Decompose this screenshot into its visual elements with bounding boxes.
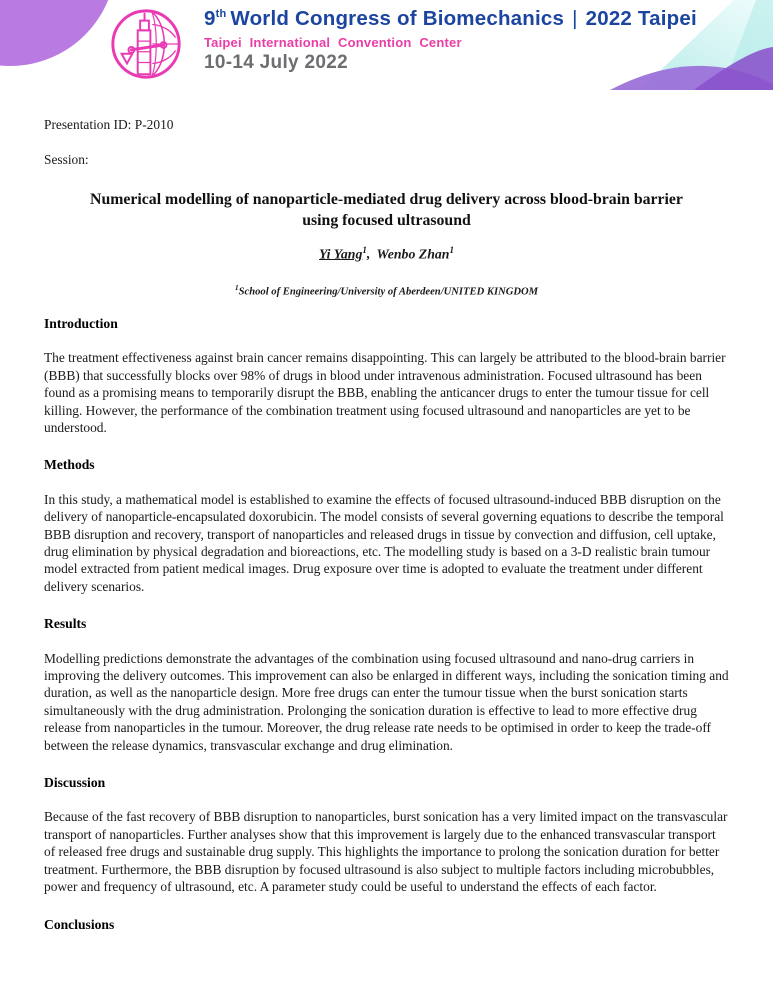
- affiliation-ref-sup: 1: [234, 283, 239, 293]
- congress-title-ordinal: th: [215, 8, 227, 21]
- congress-title-year-city: 2022 Taipei: [585, 7, 697, 30]
- section-heading: Conclusions: [44, 916, 115, 932]
- author-name-presenting: Yi Yang: [319, 246, 363, 262]
- section-heading: Discussion: [44, 775, 106, 791]
- section-body: The treatment effectiveness against brain cancer remains disappointing. This can largely be attributed to the blood-brain barrier (BBB) that successfully blocks over 98% of drugs in blood under intravenous administration. Focused ultrasound has been found as a promising means to temporarily disrupt the BBB, enabling the anticancer drugs to enter the tumour tissue for cell killing. However, the performance of the combination treatment using focused ultrasound and nanoparticles are yet to be understood.: [44, 350, 726, 435]
- presentation-id-label: Presentation ID:: [44, 117, 132, 132]
- abstract-content: [44, 116, 729, 933]
- dates-line: 10-14 July 2022: [204, 51, 348, 73]
- section-results: [44, 615, 729, 754]
- section-conclusions: [44, 916, 729, 933]
- author-affiliation-ref: 1: [449, 244, 454, 255]
- congress-title-main: World Congress of Biomechanics: [230, 7, 565, 30]
- affiliation-line: [44, 281, 729, 299]
- section-heading: Results: [44, 616, 87, 632]
- session-line: [44, 151, 729, 168]
- author-affiliation-ref: 1: [362, 244, 367, 255]
- affiliation-text: School of Engineering/University of Aberdeen/UNITED KINGDOM: [238, 286, 539, 298]
- congress-title-number: 9: [204, 7, 216, 30]
- section-discussion: [44, 774, 729, 895]
- abstract-title: [44, 189, 729, 231]
- session-label: Session:: [44, 152, 89, 168]
- corner-blob-shape: [0, 0, 116, 66]
- author-separator: ,: [366, 246, 371, 262]
- congress-title-separator: |: [572, 7, 578, 30]
- abstract-title-line2: using focused ultrasound: [302, 211, 471, 229]
- congress-title: [204, 8, 697, 31]
- section-body: In this study, a mathematical model is established to examine the effects of focused ultrasound-induced BBB disruption on the delivery of nanoparticle-encapsulated doxorubicin. The model consists of several governing equations to describe the temporal BBB disruption and recovery, transport of nanoparticles and released drugs in tissue by convection and diffusion, cell uptake, drug elimination by physical degradation and bioreactions, etc. The modelling study is based on a 3-D realistic brain tumour model extracted from patient medical images. Drug exposure over time is adopted to evaluate the treatment under different delivery scenarios.: [44, 491, 724, 594]
- presentation-id-value: P-2010: [134, 117, 174, 132]
- section-body: Modelling predictions demonstrate the advantages of the combination using focused ultrasound and nano-drug carriers in improving the delivery outcomes. This improvement can also be enlarged in different ways, including the sonication timing and duration, as well as the nanoparticle design. More free drugs can enter the tumour tissue when the burst sonication starts simultaneously with the drug administration. Prolonging the sonication duration is effective to lead to more effective drug release from nanoparticles in the tumour. Moreover, the drug release rate needs to be optimised in order to keep the trade-off between the release dynamics, transvascular exchange and drug elimination.: [44, 650, 729, 753]
- section-introduction: [44, 315, 729, 436]
- section-methods: [44, 456, 729, 595]
- author-name: Wenbo Zhan: [376, 246, 450, 262]
- presentation-id-line: [44, 116, 729, 133]
- venue-line: Taipei International Convention Center: [204, 34, 462, 50]
- section-body: Because of the fast recovery of BBB disruption to nanoparticles, burst sonication has a very limited impact on the transvascular transport of nanoparticles. Further analyses show that this improvement is largely due to the enhanced transvascular transport of released free drugs and sustainable drug supply. This highlights the importance to prolong the sonication duration for better treatment. Furthermore, the BBB disruption by focused ultrasound is also subject to multiple factors including microbubbles, power and frequency of ultrasound, etc. A parameter study could be useful to understand the effects of each factor.: [44, 809, 728, 895]
- authors-line: [44, 241, 729, 264]
- section-heading: Introduction: [44, 315, 118, 331]
- banner-text-block: [204, 8, 697, 74]
- congress-logo-icon: [107, 4, 185, 84]
- abstract-title-line1: Numerical modelling of nanoparticle-mediated drug delivery across blood-brain barrier: [90, 190, 683, 208]
- section-heading: Methods: [44, 457, 95, 473]
- conference-banner: [0, 0, 773, 90]
